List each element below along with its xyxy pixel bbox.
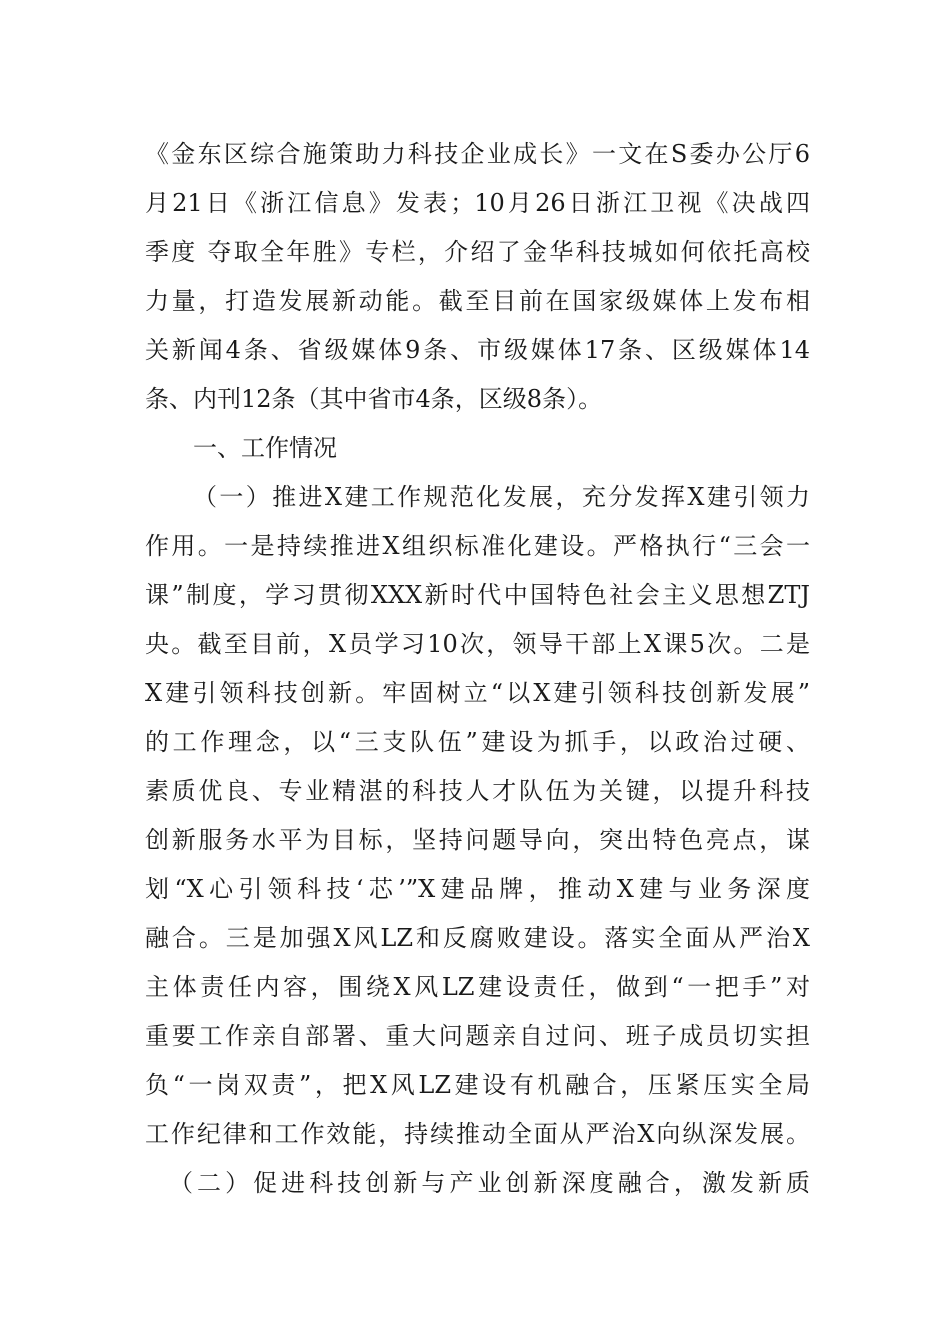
body-text-line: 条、内刊12条（其中省市4条，区级8条）。 <box>145 385 603 413</box>
body-text-line: 工作纪律和工作效能，持续推动全面从严治X向纵深发展。 <box>145 1120 810 1148</box>
body-text-line: 课”制度，学习贯彻XXX新时代中国特色社会主义思想ZTJ <box>145 581 810 609</box>
body-text-line: 素质优良、专业精湛的科技人才队伍为关键，以提升科技 <box>145 777 810 805</box>
body-text-line: 划“X心引领科技‘芯’”X建品牌，推动X建与业务深度 <box>145 875 810 903</box>
body-text-line: 关新闻4条、省级媒体9条、市级媒体17条、区级媒体14 <box>145 336 810 364</box>
body-text-line: 力量，打造发展新动能。截至目前在国家级媒体上发布相 <box>145 287 810 315</box>
body-text-line: 季度 夺取全年胜》专栏，介绍了金华科技城如何依托高校 <box>145 238 810 266</box>
body-text-line: 作用。一是持续推进X组织标准化建设。严格执行“三会一 <box>145 532 810 560</box>
body-text-line: 融合。三是加强X风LZ和反腐败建设。落实全面从严治X <box>145 924 810 952</box>
body-text-line: 的工作理念，以“三支队伍”建设为抓手，以政治过硬、 <box>145 728 810 756</box>
body-text-line: X建引领科技创新。牢固树立“以X建引领科技创新发展” <box>145 679 810 707</box>
subsection-heading: （二）促进科技创新与产业创新深度融合，激发新质 <box>169 1169 810 1197</box>
body-text-line: 《金东区综合施策助力科技企业成长》一文在S委办公厅6 <box>145 140 810 168</box>
body-text-line: 月21日《浙江信息》发表；10月26日浙江卫视《决战四 <box>145 189 810 217</box>
body-text-line: 创新服务水平为目标，坚持问题导向，突出特色亮点，谋 <box>145 826 810 854</box>
body-text-line: 央。截至目前，X员学习10次，领导干部上X课5次。二是 <box>145 630 810 658</box>
body-text-line: 重要工作亲自部署、重大问题亲自过问、班子成员切实担 <box>145 1022 810 1050</box>
body-text-line: 主体责任内容，围绕X风LZ建设责任，做到“一把手”对 <box>145 973 810 1001</box>
body-text-line: 负“一岗双责”，把X风LZ建设有机融合，压紧压实全局 <box>145 1071 810 1099</box>
subsection-heading: （一）推进X建工作规范化发展，充分发挥X建引领力 <box>193 483 810 511</box>
section-heading: 一、工作情况 <box>193 434 337 462</box>
